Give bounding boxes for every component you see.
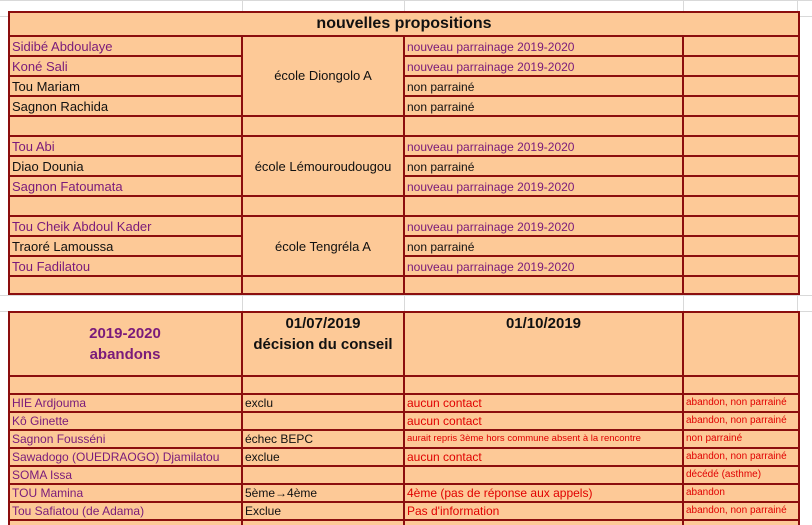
abandon-name: Sagnon Fousséni: [12, 432, 106, 446]
school-name: école Diongolo A: [274, 68, 372, 83]
student-status: nouveau parrainage 2019-2020: [407, 260, 575, 274]
abandon-october: aucun contact: [407, 414, 482, 428]
column-header-october: 01/10/2019: [505, 315, 582, 332]
student-name: Diao Dounia: [12, 159, 84, 174]
student-name: Koné Sali: [12, 59, 68, 74]
student-name: Tou Mariam: [12, 79, 80, 94]
abandon-decision: exclue: [245, 450, 280, 464]
abandon-final: abandon, non parrainé: [686, 505, 787, 516]
abandon-final: décédé (asthme): [686, 469, 762, 480]
student-status: nouveau parrainage 2019-2020: [407, 60, 575, 74]
abandons-label: abandons: [89, 346, 161, 363]
student-status: non parrainé: [407, 240, 475, 254]
student-name: Tou Abi: [12, 139, 55, 154]
abandon-name: Sawadogo (OUEDRAOGO) Djamilatou: [12, 450, 220, 464]
abandon-october: aurait repris 3ème hors commune absent à la rencontre: [407, 433, 641, 444]
abandon-october: Pas d'information: [407, 504, 500, 518]
student-status: nouveau parrainage 2019-2020: [407, 140, 575, 154]
student-name: Sagnon Rachida: [12, 99, 109, 114]
student-status: nouveau parrainage 2019-2020: [407, 180, 575, 194]
abandons-year: 2019-2020: [89, 325, 161, 342]
column-header-decision: 01/07/2019: [285, 315, 361, 332]
student-name: Traoré Lamoussa: [12, 239, 114, 254]
abandon-decision: Exclue: [245, 504, 282, 518]
student-name: Sidibé Abdoulaye: [12, 39, 113, 54]
student-status: non parrainé: [407, 100, 475, 114]
column-header-decision-sub: décision du conseil: [253, 336, 393, 353]
abandon-final: abandon, non parrainé: [686, 397, 787, 408]
abandon-final: abandon: [686, 487, 725, 498]
abandon-name: TOU Mamina: [12, 486, 84, 500]
student-status: nouveau parrainage 2019-2020: [407, 40, 575, 54]
abandon-name: Kô Ginette: [12, 414, 69, 428]
abandon-october: aucun contact: [407, 450, 482, 464]
student-status: non parrainé: [407, 80, 475, 94]
school-name: école Tengréla A: [275, 239, 371, 254]
abandon-final: abandon, non parrainé: [686, 415, 787, 426]
student-status: non parrainé: [407, 160, 475, 174]
abandon-final: abandon, non parrainé: [686, 451, 787, 462]
student-name: Sagnon Fatoumata: [12, 179, 123, 194]
abandon-name: HIE Ardjouma: [12, 396, 87, 410]
abandon-october: aucun contact: [407, 396, 482, 410]
abandon-decision: exclu: [245, 396, 274, 410]
abandon-october: 4ème (pas de réponse aux appels): [407, 486, 593, 500]
abandon-name: SOMA Issa: [12, 468, 73, 482]
abandon-final: non parrainé: [686, 433, 743, 444]
student-name: Tou Cheik Abdoul Kader: [12, 219, 152, 234]
student-name: Tou Fadilatou: [12, 259, 91, 274]
student-status: nouveau parrainage 2019-2020: [407, 220, 575, 234]
propositions-title: nouvelles propositions: [316, 15, 492, 32]
abandon-name: Tou Safiatou (de Adama): [12, 504, 145, 518]
abandon-decision: 5ème→4ème: [245, 486, 318, 500]
abandon-decision: échec BEPC: [245, 432, 314, 446]
school-name: école Lémouroudougou: [254, 159, 392, 174]
